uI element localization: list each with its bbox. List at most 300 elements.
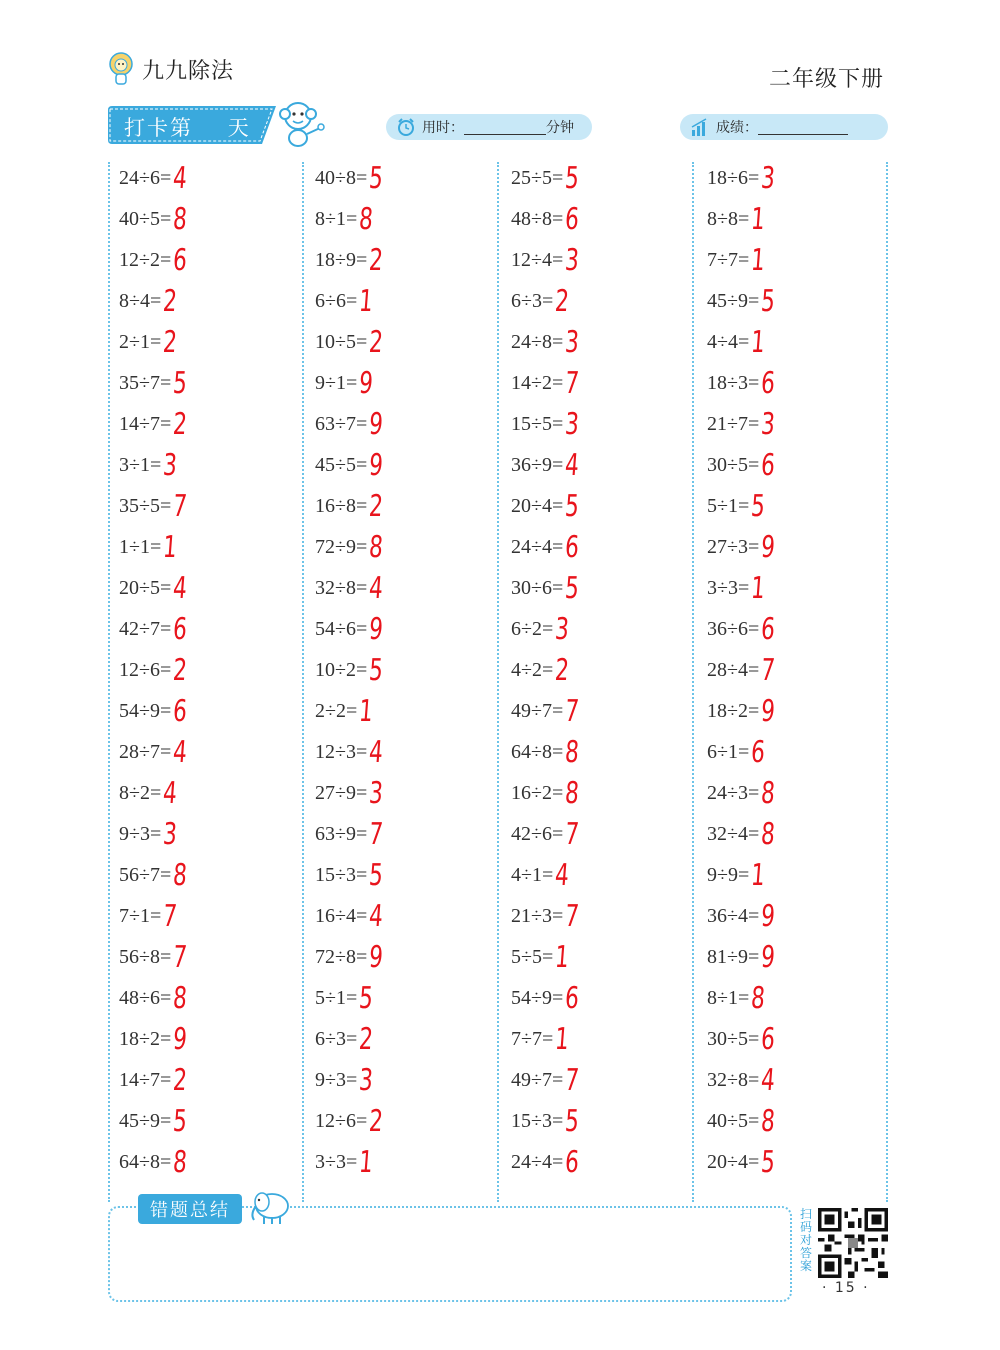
problem-question: 10÷2= <box>315 659 368 681</box>
problem-row <box>511 732 584 773</box>
handwritten-answer[interactable]: 2 <box>171 406 189 442</box>
problem-row <box>315 1101 388 1142</box>
handwritten-answer[interactable]: 3 <box>759 406 777 442</box>
handwritten-answer[interactable]: 1 <box>553 939 571 975</box>
problem-question: 35÷5= <box>119 495 172 517</box>
problem-row <box>119 199 192 240</box>
handwritten-answer[interactable]: 7 <box>563 365 581 401</box>
problem-row <box>707 691 780 732</box>
handwritten-answer[interactable]: 1 <box>553 1021 571 1057</box>
handwritten-answer[interactable]: 4 <box>367 898 385 934</box>
problem-row <box>707 1060 780 1101</box>
problem-question: 15÷3= <box>511 1110 564 1132</box>
problem-question: 63÷7= <box>315 413 368 435</box>
problem-row <box>511 650 584 691</box>
problem-row <box>315 609 388 650</box>
handwritten-answer[interactable]: 5 <box>759 283 777 319</box>
handwritten-answer[interactable]: 5 <box>563 160 581 196</box>
handwritten-answer[interactable]: 6 <box>563 1144 581 1180</box>
problem-row <box>315 1019 388 1060</box>
problem-question: 7÷7= <box>511 1028 554 1050</box>
problem-question: 14÷7= <box>119 1069 172 1091</box>
handwritten-answer[interactable]: 6 <box>759 611 777 647</box>
score-label: 成绩： <box>716 120 758 136</box>
handwritten-answer[interactable]: 8 <box>367 529 385 565</box>
problem-row <box>315 978 388 1019</box>
problem-question: 42÷6= <box>511 823 564 845</box>
handwritten-answer[interactable]: 4 <box>171 734 189 770</box>
handwritten-answer[interactable]: 2 <box>367 324 385 360</box>
problem-question: 16÷2= <box>511 782 564 804</box>
problem-row <box>707 527 780 568</box>
problem-row <box>315 404 388 445</box>
problem-row <box>119 568 192 609</box>
problem-row <box>511 240 584 281</box>
problem-question: 40÷5= <box>707 1110 760 1132</box>
handwritten-answer[interactable]: 1 <box>749 570 767 606</box>
problem-question: 20÷5= <box>119 577 172 599</box>
problem-question: 35÷7= <box>119 372 172 394</box>
problem-question: 3÷3= <box>707 577 750 599</box>
problem-question: 6÷3= <box>315 1028 358 1050</box>
checkin-label: 打卡第 天 <box>124 116 251 140</box>
problem-row <box>119 609 192 650</box>
handwritten-answer[interactable]: 2 <box>171 1062 189 1098</box>
handwritten-answer[interactable]: 2 <box>161 324 179 360</box>
handwritten-answer[interactable]: 9 <box>759 939 777 975</box>
problem-row <box>315 732 388 773</box>
problem-question: 32÷8= <box>707 1069 760 1091</box>
problem-question: 36÷6= <box>707 618 760 640</box>
bar-chart-icon <box>690 117 710 137</box>
problem-question: 18÷2= <box>119 1028 172 1050</box>
handwritten-answer[interactable]: 4 <box>367 734 385 770</box>
problem-column-1 <box>119 158 192 1183</box>
problem-row <box>119 1101 192 1142</box>
problem-row <box>707 199 780 240</box>
problem-question: 5÷1= <box>707 495 750 517</box>
handwritten-answer[interactable]: 2 <box>161 283 179 319</box>
problem-question: 6÷2= <box>511 618 554 640</box>
problem-question: 24÷6= <box>119 167 172 189</box>
handwritten-answer[interactable]: 5 <box>749 488 767 524</box>
handwritten-answer[interactable]: 5 <box>367 160 385 196</box>
problem-row <box>315 486 388 527</box>
problem-question: 64÷8= <box>119 1151 172 1173</box>
handwritten-answer[interactable]: 9 <box>367 611 385 647</box>
problem-row <box>707 896 780 937</box>
handwritten-answer[interactable]: 1 <box>749 242 767 278</box>
score-blank[interactable] <box>758 120 848 135</box>
qr-code[interactable] <box>818 1208 888 1278</box>
handwritten-answer[interactable]: 8 <box>759 816 777 852</box>
handwritten-answer[interactable]: 9 <box>357 365 375 401</box>
problem-question: 24÷4= <box>511 1151 564 1173</box>
problem-question: 6÷1= <box>707 741 750 763</box>
problem-question: 54÷6= <box>315 618 368 640</box>
handwritten-answer[interactable]: 6 <box>563 201 581 237</box>
problem-question: 9÷3= <box>315 1069 358 1091</box>
handwritten-answer[interactable]: 6 <box>171 242 189 278</box>
problem-question: 36÷4= <box>707 905 760 927</box>
problem-row <box>707 1142 780 1183</box>
handwritten-answer[interactable]: 3 <box>161 447 179 483</box>
problem-question: 30÷5= <box>707 1028 760 1050</box>
problem-row <box>511 691 584 732</box>
problem-question: 20÷4= <box>707 1151 760 1173</box>
problem-row <box>315 937 388 978</box>
problem-row <box>707 1019 780 1060</box>
handwritten-answer[interactable]: 9 <box>367 447 385 483</box>
problem-row <box>119 158 192 199</box>
problem-question: 9÷3= <box>119 823 162 845</box>
problem-question: 54÷9= <box>119 700 172 722</box>
problem-row <box>511 609 584 650</box>
problem-question: 20÷4= <box>511 495 564 517</box>
handwritten-answer[interactable]: 2 <box>367 242 385 278</box>
problem-question: 3÷1= <box>119 454 162 476</box>
handwritten-answer[interactable]: 9 <box>367 406 385 442</box>
problem-question: 49÷7= <box>511 700 564 722</box>
problem-row <box>119 937 192 978</box>
problem-question: 72÷9= <box>315 536 368 558</box>
handwritten-answer[interactable]: 2 <box>171 652 189 688</box>
handwritten-answer[interactable]: 5 <box>563 488 581 524</box>
problem-question: 56÷8= <box>119 946 172 968</box>
handwritten-answer[interactable]: 7 <box>563 898 581 934</box>
handwritten-answer[interactable]: 7 <box>171 939 189 975</box>
handwritten-answer[interactable]: 6 <box>171 611 189 647</box>
problem-row <box>119 978 192 1019</box>
problem-row <box>511 937 584 978</box>
time-unit: 分钟 <box>546 120 574 136</box>
handwritten-answer[interactable]: 3 <box>563 406 581 442</box>
problem-question: 14÷7= <box>119 413 172 435</box>
problem-question: 12÷3= <box>315 741 368 763</box>
handwritten-answer[interactable]: 2 <box>367 488 385 524</box>
problem-row <box>707 732 780 773</box>
problem-row <box>315 1060 388 1101</box>
handwritten-answer[interactable]: 3 <box>367 775 385 811</box>
handwritten-answer[interactable]: 5 <box>357 980 375 1016</box>
handwritten-answer[interactable]: 8 <box>749 980 767 1016</box>
problem-question: 32÷8= <box>315 577 368 599</box>
handwritten-answer[interactable]: 8 <box>357 201 375 237</box>
problem-question: 64÷8= <box>511 741 564 763</box>
handwritten-answer[interactable]: 1 <box>749 201 767 237</box>
problem-question: 49÷7= <box>511 1069 564 1091</box>
problem-row <box>707 978 780 1019</box>
handwritten-answer[interactable]: 7 <box>759 652 777 688</box>
problem-question: 28÷4= <box>707 659 760 681</box>
problem-row <box>119 281 192 322</box>
problem-row <box>119 650 192 691</box>
handwritten-answer[interactable]: 5 <box>171 365 189 401</box>
problem-row <box>707 568 780 609</box>
problem-row <box>119 363 192 404</box>
problem-question: 56÷7= <box>119 864 172 886</box>
handwritten-answer[interactable]: 4 <box>161 775 179 811</box>
handwritten-answer[interactable]: 1 <box>749 324 767 360</box>
column-divider <box>497 162 499 1202</box>
handwritten-answer[interactable]: 7 <box>563 693 581 729</box>
problem-question: 21÷3= <box>511 905 564 927</box>
problem-row <box>511 404 584 445</box>
handwritten-answer[interactable]: 5 <box>563 570 581 606</box>
handwritten-answer[interactable]: 1 <box>749 857 767 893</box>
handwritten-answer[interactable]: 3 <box>563 324 581 360</box>
grade-label: 二年级下册 <box>768 67 884 92</box>
handwritten-answer[interactable]: 8 <box>171 201 189 237</box>
page-title: 九九除法 <box>142 58 235 84</box>
problem-row <box>315 773 388 814</box>
problem-question: 8÷1= <box>315 208 358 230</box>
handwritten-answer[interactable]: 4 <box>171 570 189 606</box>
handwritten-answer[interactable]: 6 <box>759 447 777 483</box>
handwritten-answer[interactable]: 7 <box>367 816 385 852</box>
problem-row <box>707 322 780 363</box>
handwritten-answer[interactable]: 9 <box>759 693 777 729</box>
problem-row <box>511 486 584 527</box>
problem-row <box>707 650 780 691</box>
handwritten-answer[interactable]: 6 <box>171 693 189 729</box>
handwritten-answer[interactable]: 1 <box>357 693 375 729</box>
problem-row <box>511 978 584 1019</box>
handwritten-answer[interactable]: 1 <box>357 283 375 319</box>
problem-question: 8÷1= <box>707 987 750 1009</box>
problem-question: 40÷5= <box>119 208 172 230</box>
problem-question: 24÷4= <box>511 536 564 558</box>
handwritten-answer[interactable]: 6 <box>759 1021 777 1057</box>
problem-column-4 <box>707 158 780 1183</box>
problem-row <box>511 322 584 363</box>
problem-row <box>511 1019 584 1060</box>
problem-row <box>511 363 584 404</box>
alarm-clock-icon <box>396 117 416 137</box>
handwritten-answer[interactable]: 9 <box>759 898 777 934</box>
problem-row <box>511 158 584 199</box>
problem-question: 18÷3= <box>707 372 760 394</box>
problem-row <box>511 1060 584 1101</box>
problem-question: 24÷3= <box>707 782 760 804</box>
problem-question: 27÷3= <box>707 536 760 558</box>
problem-row <box>119 445 192 486</box>
column-divider <box>886 162 888 1202</box>
problem-row <box>119 240 192 281</box>
handwritten-answer[interactable]: 8 <box>563 775 581 811</box>
problem-row <box>315 568 388 609</box>
problem-row <box>119 404 192 445</box>
problem-row <box>707 281 780 322</box>
handwritten-answer[interactable]: 6 <box>563 980 581 1016</box>
problem-question: 48÷8= <box>511 208 564 230</box>
problem-question: 18÷9= <box>315 249 368 271</box>
problem-row <box>511 814 584 855</box>
problem-row <box>511 199 584 240</box>
problem-question: 5÷5= <box>511 946 554 968</box>
problem-row <box>511 568 584 609</box>
problem-row <box>315 855 388 896</box>
problem-question: 30÷6= <box>511 577 564 599</box>
problem-row <box>315 1142 388 1183</box>
handwritten-answer[interactable]: 5 <box>759 1144 777 1180</box>
problem-row <box>315 240 388 281</box>
problem-question: 3÷3= <box>315 1151 358 1173</box>
problem-row <box>315 199 388 240</box>
problem-column-2 <box>315 158 388 1183</box>
problem-row <box>511 1142 584 1183</box>
problem-question: 25÷5= <box>511 167 564 189</box>
problem-question: 4÷4= <box>707 331 750 353</box>
problem-question: 18÷6= <box>707 167 760 189</box>
problem-question: 1÷1= <box>119 536 162 558</box>
handwritten-answer[interactable]: 1 <box>357 1144 375 1180</box>
handwritten-answer[interactable]: 6 <box>749 734 767 770</box>
problem-question: 15÷5= <box>511 413 564 435</box>
handwritten-answer[interactable]: 7 <box>161 898 179 934</box>
handwritten-answer[interactable]: 5 <box>367 652 385 688</box>
problem-question: 12÷6= <box>119 659 172 681</box>
problem-row <box>511 445 584 486</box>
handwritten-answer[interactable]: 5 <box>171 1103 189 1139</box>
problem-row <box>315 158 388 199</box>
problem-question: 4÷2= <box>511 659 554 681</box>
handwritten-answer[interactable]: 2 <box>367 1103 385 1139</box>
handwritten-answer[interactable]: 9 <box>759 529 777 565</box>
handwritten-answer[interactable]: 3 <box>357 1062 375 1098</box>
handwritten-answer[interactable]: 5 <box>563 1103 581 1139</box>
elephant-icon <box>246 1186 294 1226</box>
handwritten-answer[interactable]: 5 <box>367 857 385 893</box>
handwritten-answer[interactable]: 4 <box>759 1062 777 1098</box>
handwritten-answer[interactable]: 7 <box>171 488 189 524</box>
handwritten-answer[interactable]: 7 <box>563 816 581 852</box>
handwritten-answer[interactable]: 3 <box>161 816 179 852</box>
problem-row <box>707 814 780 855</box>
problem-row <box>119 322 192 363</box>
problem-row <box>119 855 192 896</box>
handwritten-answer[interactable]: 9 <box>171 1021 189 1057</box>
problem-question: 16÷8= <box>315 495 368 517</box>
book-title <box>108 52 234 86</box>
problem-row <box>119 691 192 732</box>
lion-icon <box>108 52 134 86</box>
problem-row <box>315 281 388 322</box>
handwritten-answer[interactable]: 6 <box>563 529 581 565</box>
problem-row <box>511 1101 584 1142</box>
problem-question: 42÷7= <box>119 618 172 640</box>
handwritten-answer[interactable]: 8 <box>759 775 777 811</box>
problem-question: 7÷1= <box>119 905 162 927</box>
checkin-badge <box>108 106 276 144</box>
problem-row <box>707 404 780 445</box>
problem-question: 45÷5= <box>315 454 368 476</box>
problem-row <box>511 527 584 568</box>
problem-question: 4÷1= <box>511 864 554 886</box>
problem-row <box>119 1060 192 1101</box>
problem-question: 28÷7= <box>119 741 172 763</box>
problem-question: 81÷9= <box>707 946 760 968</box>
problem-question: 8÷8= <box>707 208 750 230</box>
problem-row <box>315 445 388 486</box>
problem-row <box>315 814 388 855</box>
problem-row <box>707 240 780 281</box>
handwritten-answer[interactable]: 2 <box>357 1021 375 1057</box>
handwritten-answer[interactable]: 3 <box>553 611 571 647</box>
handwritten-answer[interactable]: 8 <box>171 980 189 1016</box>
handwritten-answer[interactable]: 2 <box>553 652 571 688</box>
problem-question: 21÷7= <box>707 413 760 435</box>
problem-question: 14÷2= <box>511 372 564 394</box>
handwritten-answer[interactable]: 2 <box>553 283 571 319</box>
problem-row <box>119 773 192 814</box>
problem-question: 32÷4= <box>707 823 760 845</box>
time-blank[interactable] <box>464 120 546 135</box>
problem-row <box>119 732 192 773</box>
problem-row <box>707 855 780 896</box>
problem-question: 54÷9= <box>511 987 564 1009</box>
problem-question: 45÷9= <box>707 290 760 312</box>
handwritten-answer[interactable]: 4 <box>553 857 571 893</box>
handwritten-answer[interactable]: 1 <box>161 529 179 565</box>
problem-row <box>119 814 192 855</box>
mistake-summary-label: 错题总结 <box>138 1194 242 1224</box>
problem-row <box>511 855 584 896</box>
problem-row <box>707 486 780 527</box>
problem-question: 16÷4= <box>315 905 368 927</box>
problem-question: 40÷8= <box>315 167 368 189</box>
handwritten-answer[interactable]: 8 <box>171 1144 189 1180</box>
handwritten-answer[interactable]: 8 <box>759 1103 777 1139</box>
column-divider <box>302 162 304 1202</box>
handwritten-answer[interactable]: 4 <box>171 160 189 196</box>
problem-question: 6÷3= <box>511 290 554 312</box>
handwritten-answer[interactable]: 4 <box>563 447 581 483</box>
problem-row <box>315 527 388 568</box>
problem-question: 12÷2= <box>119 249 172 271</box>
time-label: 用时： <box>422 120 464 136</box>
problem-row <box>707 773 780 814</box>
problem-row <box>119 486 192 527</box>
problem-row <box>707 937 780 978</box>
handwritten-answer[interactable]: 4 <box>367 570 385 606</box>
handwritten-answer[interactable]: 8 <box>171 857 189 893</box>
problem-row <box>511 281 584 322</box>
problem-row <box>119 1142 192 1183</box>
problem-question: 12÷4= <box>511 249 564 271</box>
handwritten-answer[interactable]: 3 <box>563 242 581 278</box>
problem-row <box>315 896 388 937</box>
problem-row <box>511 896 584 937</box>
problem-question: 48÷6= <box>119 987 172 1009</box>
column-divider <box>692 162 694 1202</box>
problem-question: 18÷2= <box>707 700 760 722</box>
handwritten-answer[interactable]: 9 <box>367 939 385 975</box>
problem-question: 10÷5= <box>315 331 368 353</box>
time-field <box>386 114 592 140</box>
problem-row <box>707 609 780 650</box>
problem-row <box>707 363 780 404</box>
handwritten-answer[interactable]: 8 <box>563 734 581 770</box>
problem-question: 27÷9= <box>315 782 368 804</box>
problem-row <box>315 363 388 404</box>
problem-question: 9÷1= <box>315 372 358 394</box>
problem-question: 30÷5= <box>707 454 760 476</box>
problem-question: 8÷2= <box>119 782 162 804</box>
handwritten-answer[interactable]: 3 <box>759 160 777 196</box>
handwritten-answer[interactable]: 6 <box>759 365 777 401</box>
handwritten-answer[interactable]: 7 <box>563 1062 581 1098</box>
